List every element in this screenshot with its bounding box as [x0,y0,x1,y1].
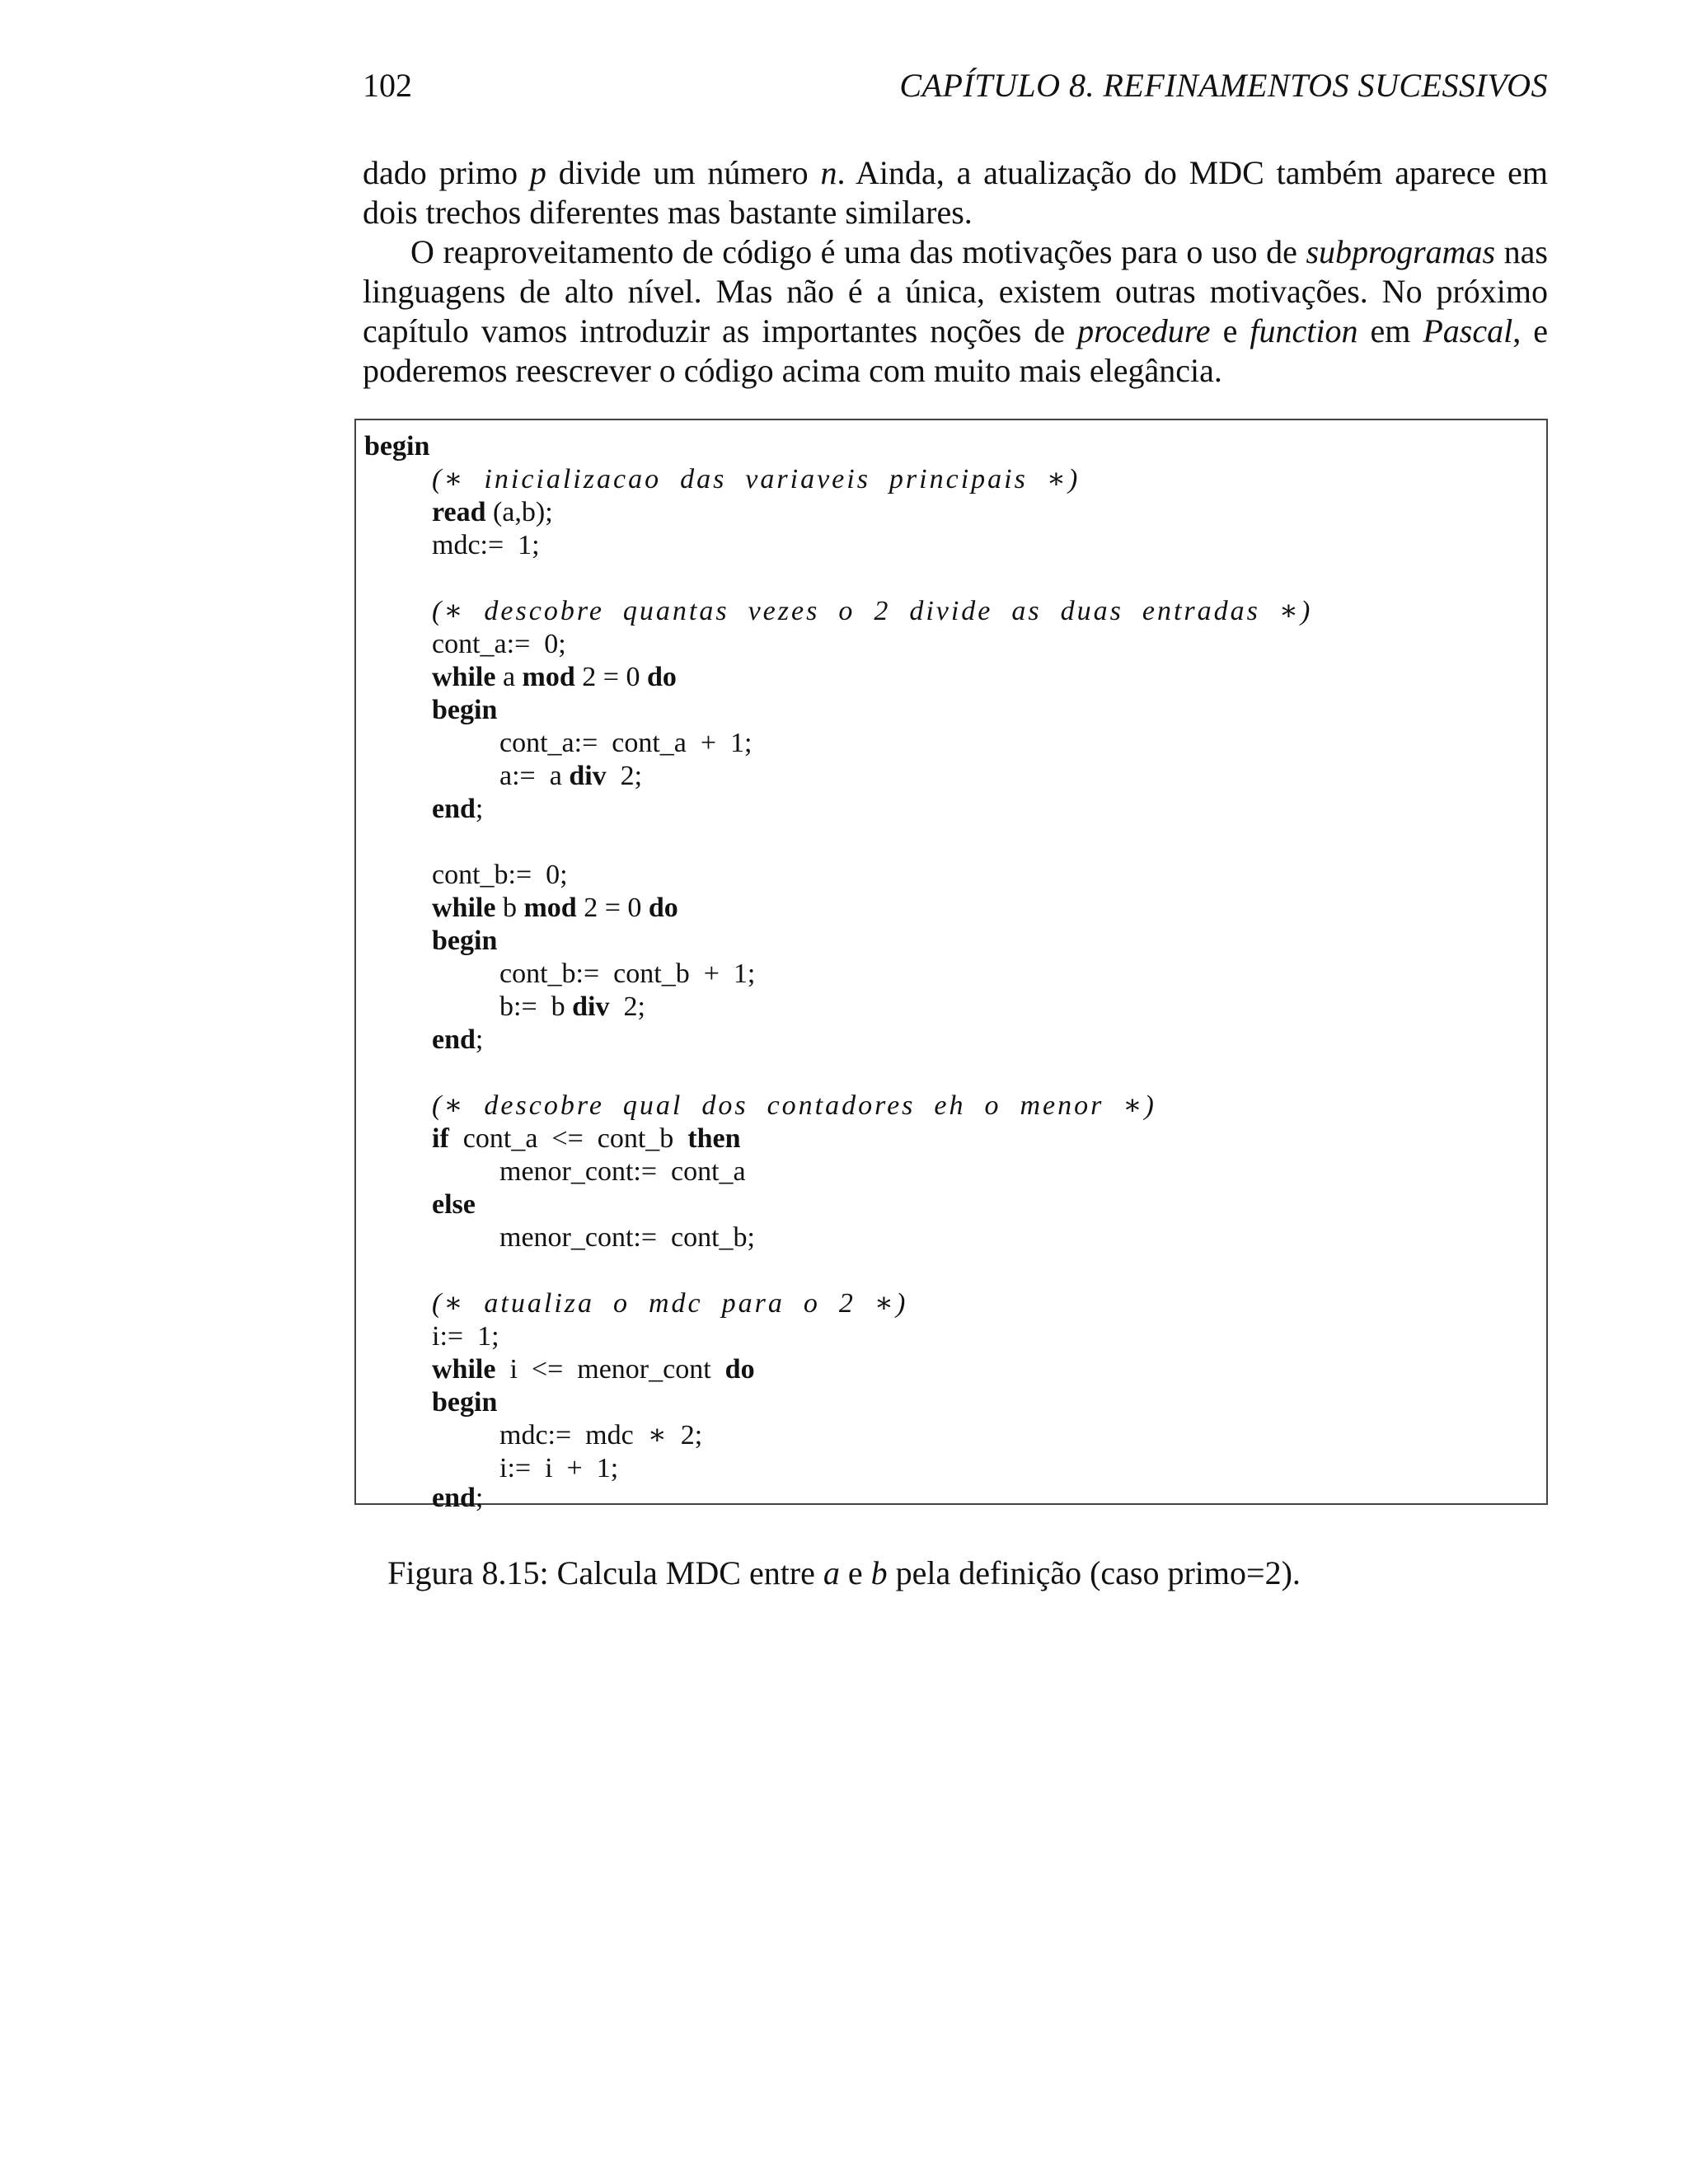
var-p: p [529,154,546,191]
code-line: i:= 1; [432,1321,499,1352]
code-line [432,1188,476,1221]
code-line [432,1122,741,1155]
code-line [432,1024,483,1057]
code-text: 2 = 0 [574,662,647,692]
code-comment: (∗ descobre quantas vezes o 2 divide as duas entradas ∗) [432,596,1313,626]
code-line [432,496,553,529]
keyword-do: do [648,893,678,923]
p2-text-e: , e poderemos reescrever o código acima com muito mais elegância. [363,312,1549,389]
code-line [432,1386,497,1419]
keyword-begin: begin [432,695,498,725]
term-function: function [1250,312,1358,349]
keyword-while: while [432,893,496,923]
code-line [364,430,429,463]
code-line: cont_b:= cont_b + 1; [499,958,756,989]
p2-text-a: O reaproveitamento de código é uma das motivações para o uso de [410,233,1306,270]
p1-text-a: dado primo [363,154,530,191]
code-text: b [495,893,524,923]
code-text: b:= b [499,991,573,1022]
code-line [432,793,483,826]
keyword-end: end [432,794,476,824]
keyword-end: end [432,1024,476,1055]
keyword-else: else [432,1189,476,1220]
code-line: cont_a:= 0; [432,629,566,659]
code-line [499,991,645,1024]
code-line [432,925,497,958]
code-line [432,661,677,694]
paragraph-1 [363,153,1548,232]
keyword-then: then [687,1123,741,1154]
code-text: a:= a [499,761,570,791]
p2-text-c: e [1210,312,1250,349]
page-number: 102 [363,67,412,104]
code-line [432,1353,755,1386]
code-line: mdc:= 1; [432,530,540,560]
running-head: CAPÍTULO 8. REFINAMENTOS SUCESSIVOS [899,67,1548,104]
code-line: cont_b:= 0; [432,860,568,890]
code-line: menor_cont:= cont_b; [499,1222,756,1253]
keyword-end: end [432,1483,476,1513]
code-line [432,694,497,727]
code-line: cont_a:= cont_a + 1; [499,728,753,758]
code-line: i:= i + 1; [499,1453,619,1483]
caption-text-b: e [839,1554,871,1591]
code-comment: (∗ inicializacao das variaveis principais ∗) [432,464,1081,494]
body-text [363,153,1548,391]
caption-text-a: Figura 8.15: Calcula MDC entre [387,1554,823,1591]
term-procedure: procedure [1077,312,1211,349]
code-text: (a,b); [485,497,553,527]
var-n: n [820,154,837,191]
var-b: b [870,1554,888,1591]
p1-text-c: . Ainda, a atualização do MDC também aparece em dois trechos diferentes mas bastante similares. [363,154,1548,231]
figure-caption [0,1554,1688,1592]
code-listing [354,419,1548,1513]
keyword-mod: mod [522,662,575,692]
keyword-mod: mod [523,893,577,923]
code-text: ; [475,794,484,824]
code-text: a [495,662,523,692]
code-text: 2; [609,991,645,1022]
code-line [499,760,642,793]
keyword-while: while [432,662,496,692]
keyword-do: do [646,662,677,692]
keyword-begin: begin [432,926,498,956]
keyword-div: div [572,991,610,1022]
code-text: ; [475,1024,484,1055]
code-text: i <= menor_cont [495,1354,725,1385]
keyword-if: if [432,1123,449,1154]
keyword-begin: begin [432,1387,498,1418]
code-line [432,892,678,925]
code-text: cont_a <= cont_b [448,1123,688,1154]
var-a: a [823,1554,840,1591]
code-line: menor_cont:= cont_a [499,1156,746,1187]
code-comment: (∗ descobre qual dos contadores eh o menor ∗) [432,1090,1156,1121]
p2-text-d: em [1357,312,1423,349]
term-pascal: Pascal [1423,312,1513,349]
keyword-div: div [569,761,607,791]
paragraph-2 [363,232,1548,391]
keyword-read: read [432,497,486,527]
code-line: mdc:= mdc ∗ 2; [499,1420,703,1451]
keyword-do: do [724,1354,755,1385]
code-comment: (∗ atualiza o mdc para o 2 ∗) [432,1288,908,1319]
term-subprogramas: subprogramas [1306,233,1496,270]
caption-text-c: pela definição (caso primo=2). [887,1554,1301,1591]
code-text: ; [475,1483,484,1513]
keyword-begin: begin [364,431,430,462]
p2-text-b: nas linguagens de alto nível. Mas não é a única, existem outras motivações. No próximo capítulo vamos introduzir as importantes noções de [363,233,1548,349]
keyword-while: while [432,1354,496,1385]
code-text: 2 = 0 [576,893,649,923]
code-line [432,1482,483,1515]
code-text: 2; [606,761,643,791]
p1-text-b: divide um número [546,154,821,191]
